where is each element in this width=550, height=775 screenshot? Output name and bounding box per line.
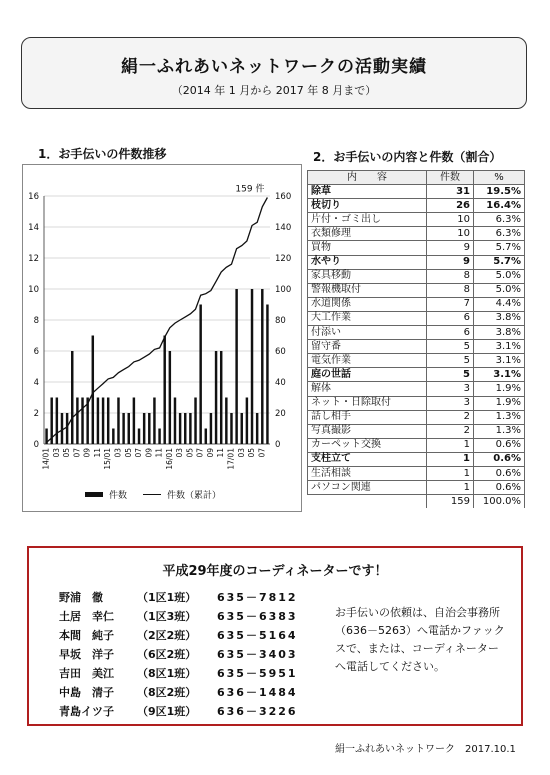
table-row: [308, 340, 525, 354]
y-left-tick: 16: [28, 192, 39, 202]
chart-section-title: 1．お手伝いの件数推移: [38, 147, 167, 161]
row-label: 水道関係: [308, 297, 427, 311]
x-tick: 03: [51, 448, 61, 458]
table-row: [308, 354, 525, 368]
row-label: カーペット交換: [308, 438, 427, 452]
x-tick: 16/01: [164, 448, 174, 470]
row-pct: 3.1%: [474, 368, 525, 382]
coordinator-name: 吉田 美江: [59, 667, 114, 680]
row-label: 話し相手: [308, 410, 427, 424]
coordinator-row: [59, 664, 298, 683]
bar: [138, 429, 140, 445]
row-count: 8: [427, 269, 474, 283]
bar: [71, 351, 73, 444]
row-label: 写真撮影: [308, 424, 427, 438]
x-tick: 03: [236, 448, 246, 458]
title-box: [21, 37, 527, 109]
table-row: [308, 452, 525, 466]
row-label: 水やり: [308, 255, 427, 269]
table-row: [308, 213, 525, 227]
total-count: 159: [427, 495, 474, 509]
y-right-tick: 100: [275, 285, 292, 295]
row-count: 1: [427, 438, 474, 452]
bar: [266, 305, 268, 445]
coordinator-phone: 635－6383: [217, 610, 298, 623]
row-pct: 5.7%: [474, 241, 525, 255]
bar: [163, 336, 165, 445]
row-pct: 1.3%: [474, 410, 525, 424]
bar: [210, 413, 212, 444]
bar: [97, 398, 99, 445]
table-row: [308, 297, 525, 311]
y-right-tick: 20: [275, 409, 286, 419]
x-tick: 11: [92, 448, 102, 458]
x-tick: 03: [113, 448, 123, 458]
coordinator-row: [59, 588, 298, 607]
y-left-tick: 2: [33, 409, 39, 419]
row-pct: 1.3%: [474, 424, 525, 438]
x-tick: 05: [247, 448, 257, 458]
row-count: 6: [427, 311, 474, 325]
coordinator-row: [59, 683, 298, 702]
bar: [205, 429, 207, 445]
chart-legend: [85, 488, 221, 501]
request-note: お手伝いの依頼は、自治会事務所（636－5263）へ電話かファックスで、または、コーディネーターへ電話してください。: [335, 606, 505, 673]
row-pct: 5.7%: [474, 255, 525, 269]
x-tick: 11: [154, 448, 164, 458]
y-left-tick: 8: [33, 316, 39, 326]
bar: [122, 413, 124, 444]
row-pct: 16.4%: [474, 199, 525, 213]
row-count: 1: [427, 452, 474, 466]
total-blank: [308, 495, 427, 509]
legend-label-count: 件数: [109, 491, 128, 501]
coordinator-phone: 635－3403: [217, 648, 298, 661]
row-pct: 0.6%: [474, 481, 525, 495]
row-label: 家具移動: [308, 269, 427, 283]
coordinator-box: [27, 546, 523, 726]
x-tick: 03: [175, 448, 185, 458]
row-label: 庭の世話: [308, 368, 427, 382]
row-label: ネット・日除取付: [308, 396, 427, 410]
row-pct: 6.3%: [474, 227, 525, 241]
table-row: [308, 311, 525, 325]
coordinator-row: [59, 645, 298, 664]
row-label: 付添い: [308, 326, 427, 340]
table-row: [308, 185, 525, 199]
row-pct: 5.0%: [474, 283, 525, 297]
y-left-tick: 0: [33, 440, 39, 450]
row-pct: 0.6%: [474, 452, 525, 466]
x-tick: 09: [144, 448, 154, 458]
row-label: 支柱立て: [308, 452, 427, 466]
coordinator-name: 中島 清子: [59, 686, 114, 699]
coordinator-name: 本間 純子: [59, 629, 114, 642]
bar: [102, 398, 104, 445]
row-count: 8: [427, 283, 474, 297]
y-right-tick: 120: [275, 254, 292, 264]
row-count: 9: [427, 241, 474, 255]
table-row: [308, 241, 525, 255]
y-right-tick: 140: [275, 223, 292, 233]
y-left-tick: 4: [33, 378, 39, 388]
x-tick: 07: [134, 448, 144, 458]
bar: [235, 289, 237, 444]
bar: [128, 413, 130, 444]
row-count: 6: [427, 326, 474, 340]
row-label: 警報機取付: [308, 283, 427, 297]
x-tick: 09: [205, 448, 215, 458]
row-pct: 19.5%: [474, 185, 525, 199]
bar: [194, 398, 196, 445]
table-row: [308, 438, 525, 452]
coordinator-area: （8区2班）: [137, 686, 197, 699]
row-label: 解体: [308, 382, 427, 396]
row-label: 枝切り: [308, 199, 427, 213]
bar: [61, 413, 63, 444]
header-pct: %: [474, 171, 525, 185]
coordinator-phone: 636－1484: [217, 686, 298, 699]
row-pct: 1.9%: [474, 396, 525, 410]
coordinator-area: （1区1班）: [137, 591, 197, 604]
x-tick: 07: [257, 448, 267, 458]
row-pct: 3.8%: [474, 311, 525, 325]
bar: [148, 413, 150, 444]
coordinator-area: （8区1班）: [137, 667, 197, 680]
bar: [158, 429, 160, 445]
legend-label-cumulative: 件数（累計）: [167, 491, 222, 501]
x-tick: 17/01: [226, 448, 236, 470]
page-title: 絹一ふれあいネットワークの活動実績: [121, 57, 427, 77]
table-row: [308, 382, 525, 396]
x-tick: 05: [62, 448, 72, 458]
x-tick: 07: [72, 448, 82, 458]
table-total-row: [308, 495, 525, 509]
row-label: 片付・ゴミ出し: [308, 213, 427, 227]
stats-table: [307, 170, 525, 508]
bar: [174, 398, 176, 445]
bar: [92, 336, 94, 445]
row-count: 2: [427, 410, 474, 424]
x-tick: 09: [82, 448, 92, 458]
y-right-tick: 160: [275, 192, 292, 202]
row-count: 10: [427, 227, 474, 241]
row-label: 除草: [308, 185, 427, 199]
row-label: パソコン関連: [308, 481, 427, 495]
bar: [153, 398, 155, 445]
row-count: 2: [427, 424, 474, 438]
page-subtitle: （2014 年 1 月から 2017 年 8 月まで）: [171, 84, 377, 97]
bar: [117, 398, 119, 445]
row-label: 大工作業: [308, 311, 427, 325]
bar: [81, 398, 83, 445]
table-row: [308, 269, 525, 283]
row-pct: 1.9%: [474, 382, 525, 396]
bar: [66, 413, 68, 444]
row-count: 3: [427, 382, 474, 396]
x-tick: 05: [185, 448, 195, 458]
bar: [246, 398, 248, 445]
coordinator-area: （1区3班）: [137, 610, 197, 623]
table-row: [308, 283, 525, 297]
row-count: 1: [427, 466, 474, 480]
coordinator-area: （9区1班）: [137, 705, 197, 718]
row-pct: 5.0%: [474, 269, 525, 283]
coordinator-area: （6区2班）: [137, 648, 197, 661]
coordinator-title: 平成29年度のコーディネーターです！: [162, 564, 388, 579]
bar: [143, 413, 145, 444]
chart-annotation: 159 件: [235, 184, 265, 195]
x-tick: 14/01: [41, 448, 51, 470]
bar: [133, 398, 135, 445]
x-tick: 05: [123, 448, 133, 458]
row-pct: 0.6%: [474, 466, 525, 480]
bar: [189, 413, 191, 444]
table-row: [308, 326, 525, 340]
table-row: [308, 227, 525, 241]
legend-line-swatch: [143, 494, 161, 496]
table-row: [308, 410, 525, 424]
y-right-tick: 80: [275, 316, 286, 326]
coordinator-area: （2区2班）: [137, 629, 197, 642]
coordinator-name: 早坂 洋子: [59, 648, 114, 661]
bar: [56, 398, 58, 445]
coordinator-name: 青島イツ子: [59, 705, 114, 718]
row-count: 5: [427, 368, 474, 382]
bar: [220, 351, 222, 444]
row-pct: 0.6%: [474, 438, 525, 452]
y-left-tick: 10: [28, 285, 39, 295]
bar: [112, 429, 114, 445]
row-count: 26: [427, 199, 474, 213]
legend-bar-swatch: [85, 492, 103, 497]
bar: [241, 413, 243, 444]
row-pct: 6.3%: [474, 213, 525, 227]
row-count: 9: [427, 255, 474, 269]
y-left-tick: 6: [33, 347, 39, 357]
bar: [261, 289, 263, 444]
coordinator-row: [59, 702, 298, 721]
row-count: 1: [427, 481, 474, 495]
coordinator-row: [59, 607, 298, 626]
stats-header-row: [308, 171, 525, 185]
coordinator-row: [59, 626, 298, 645]
coordinator-phone: 636－3226: [217, 705, 298, 718]
bar: [199, 305, 201, 445]
bar: [256, 413, 258, 444]
header-content: 内 容: [308, 171, 427, 185]
coordinator-name: 野浦 徹: [59, 591, 103, 604]
footer-credit: 絹一ふれあいネットワーク 2017.10.1: [335, 744, 516, 755]
y-right-tick: 40: [275, 378, 286, 388]
table-row: [308, 396, 525, 410]
row-label: 生活相談: [308, 466, 427, 480]
x-tick: 07: [195, 448, 205, 458]
row-label: 買物: [308, 241, 427, 255]
row-count: 5: [427, 354, 474, 368]
y-left-tick: 12: [28, 254, 39, 264]
bar: [179, 413, 181, 444]
bar: [251, 289, 253, 444]
row-count: 31: [427, 185, 474, 199]
bar: [184, 413, 186, 444]
bar: [169, 351, 171, 444]
row-label: 留守番: [308, 340, 427, 354]
table-section-title: 2．お手伝いの内容と件数（割合）: [313, 150, 502, 164]
y-right-tick: 0: [275, 440, 281, 450]
table-row: [308, 466, 525, 480]
row-count: 3: [427, 396, 474, 410]
coordinator-phone: 635－5951: [217, 667, 298, 680]
x-tick: 11: [216, 448, 226, 458]
activity-chart: [22, 164, 302, 512]
row-count: 7: [427, 297, 474, 311]
row-pct: 3.1%: [474, 340, 525, 354]
row-label: 電気作業: [308, 354, 427, 368]
table-row: [308, 255, 525, 269]
coordinator-phone: 635－7812: [217, 591, 298, 604]
table-row: [308, 199, 525, 213]
bar: [225, 398, 227, 445]
bar: [215, 351, 217, 444]
bar: [107, 398, 109, 445]
bar: [76, 398, 78, 445]
row-count: 5: [427, 340, 474, 354]
table-row: [308, 424, 525, 438]
bar: [230, 413, 232, 444]
table-row: [308, 481, 525, 495]
header-count: 件数: [427, 171, 474, 185]
coordinator-phone: 635－5164: [217, 629, 298, 642]
row-pct: 3.8%: [474, 326, 525, 340]
y-left-tick: 14: [28, 223, 39, 233]
total-pct: 100.0%: [474, 495, 525, 509]
x-tick: 15/01: [103, 448, 113, 470]
row-pct: 4.4%: [474, 297, 525, 311]
coordinator-list: [59, 588, 298, 721]
row-pct: 3.1%: [474, 354, 525, 368]
table-row: [308, 368, 525, 382]
y-right-tick: 60: [275, 347, 286, 357]
row-count: 10: [427, 213, 474, 227]
coordinator-name: 土居 幸仁: [59, 610, 114, 623]
row-label: 衣類修理: [308, 227, 427, 241]
